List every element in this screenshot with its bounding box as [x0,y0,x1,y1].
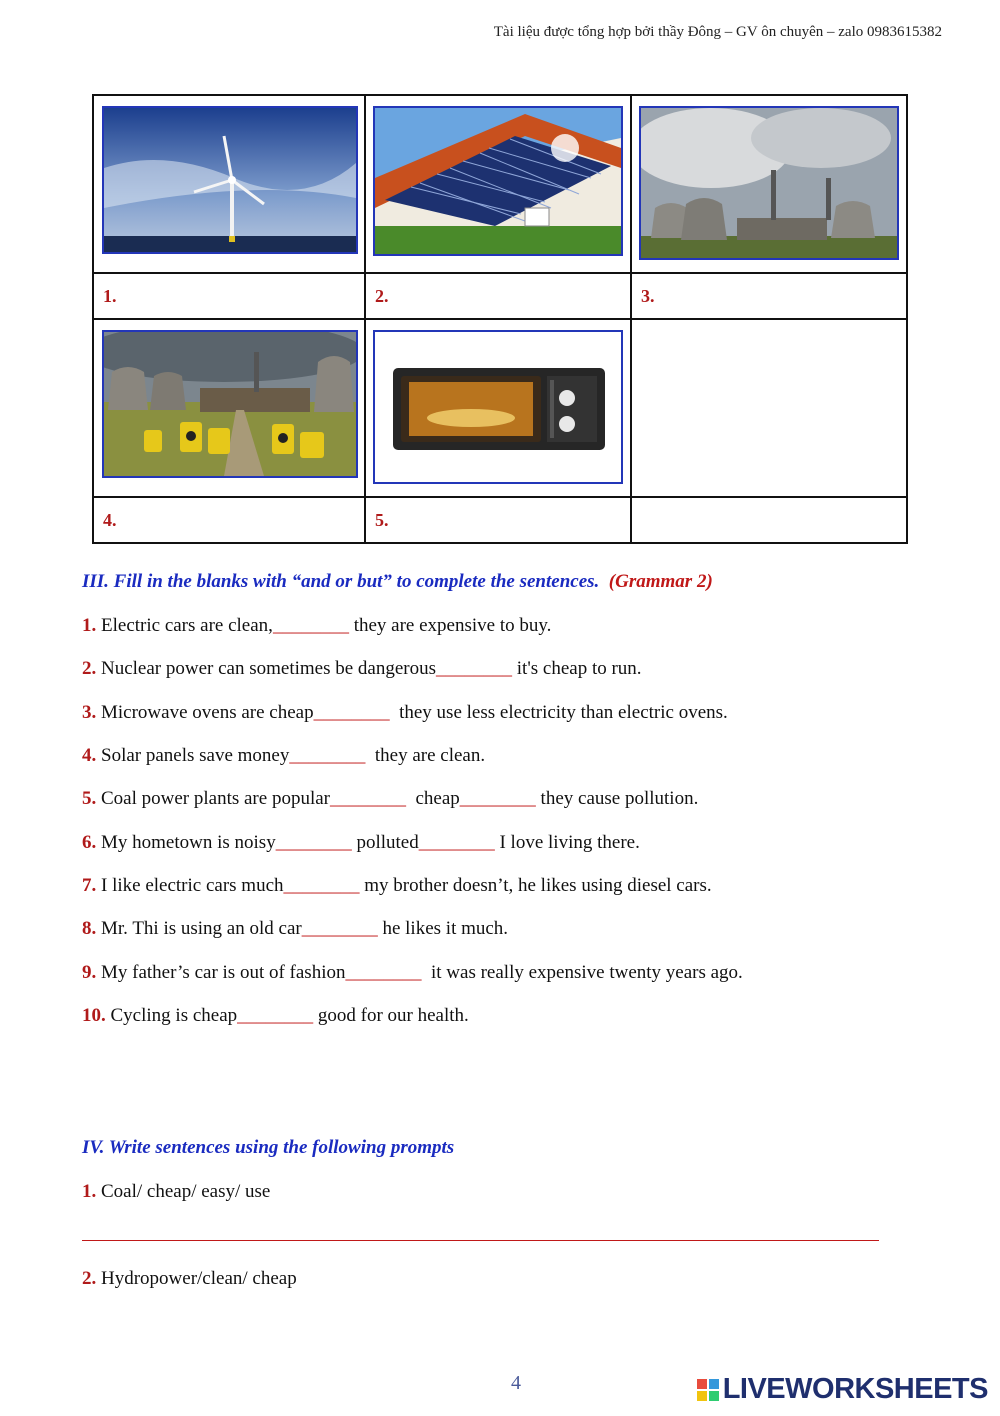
answer-blank[interactable]: ________ [237,1005,314,1026]
picture-grid [92,94,908,544]
picture-label-4: 4. [93,497,365,543]
page-number: 4 [511,1372,521,1394]
answer-line[interactable] [82,1240,879,1241]
picture-cell-1 [93,95,365,273]
brand-name: LIVEWORKSHEETS [722,1373,988,1405]
coal-power-plant-icon [639,106,899,260]
answer-blank[interactable]: ________ [345,962,422,983]
picture-label-2: 2. [365,273,631,319]
exercise-3-item-6: 6. My hometown is noisy________ polluted________ I love living there. [82,832,640,853]
picture-cell-6-empty [631,319,907,497]
exercise-3-item-7: 7. I like electric cars much________ my brother doesn’t, he likes using diesel cars. [82,875,712,896]
picture-cell-4 [93,319,365,497]
section-4-title: IV. Write sentences using the following prompts [82,1137,455,1158]
picture-label-5: 5. [365,497,631,543]
picture-cell-3 [631,95,907,273]
answer-blank[interactable]: ________ [301,918,378,939]
exercise-3-item-9: 9. My father’s car is out of fashion________ it was really expensive twenty years ago. [82,962,743,983]
brand-mark-icon [697,1379,719,1401]
exercise-3-item-1: 1. Electric cars are clean,________ they are expensive to buy. [82,615,552,636]
exercise-3-item-3: 3. Microwave ovens are cheap________ they use less electricity than electric ovens. [82,702,728,723]
picture-label-1: 1. [93,273,365,319]
exercise-3-item-5: 5. Coal power plants are popular________ cheap________ they cause pollution. [82,788,699,809]
exercise-4-item-1: 1. Coal/ cheap/ easy/ use [82,1181,271,1202]
page-header: Tài liệu được tổng hợp bởi thầy Đông – GV ôn chuyên – zalo 0983615382 [493,24,942,40]
microwave-oven-icon [373,330,623,484]
section-3-title: III. Fill in the blanks with “and or but” to complete the sentences. (Grammar 2) [82,571,713,592]
answer-blank[interactable]: ________ [329,788,406,809]
exercise-3-item-4: 4. Solar panels save money________ they are clean. [82,745,486,766]
exercise-4-item-2: 2. Hydropower/clean/ cheap [82,1268,297,1289]
answer-blank[interactable]: ________ [436,658,513,679]
nuclear-power-plant-icon [102,330,358,478]
picture-cell-5 [365,319,631,497]
grammar-tag: (Grammar 2) [608,571,713,592]
exercise-3-item-10: 10. Cycling is cheap________ good for our health. [82,1005,469,1026]
picture-cell-2 [365,95,631,273]
answer-blank[interactable]: ________ [275,832,352,853]
answer-blank[interactable]: ________ [272,615,349,636]
liveworksheets-logo [697,1373,988,1406]
wind-turbine-icon [102,106,358,254]
solar-panel-roof-icon [373,106,623,256]
answer-blank[interactable]: ________ [418,832,495,853]
picture-label-6 [631,497,907,543]
answer-blank[interactable]: ________ [283,875,360,896]
answer-blank[interactable]: ________ [459,788,536,809]
exercise-3-item-2: 2. Nuclear power can sometimes be dangerous________ it's cheap to run. [82,658,642,679]
exercise-3-item-8: 8. Mr. Thi is using an old car________ he likes it much. [82,918,509,939]
picture-label-3: 3. [631,273,907,319]
answer-blank[interactable]: ________ [289,745,366,766]
answer-blank[interactable]: ________ [313,702,390,723]
